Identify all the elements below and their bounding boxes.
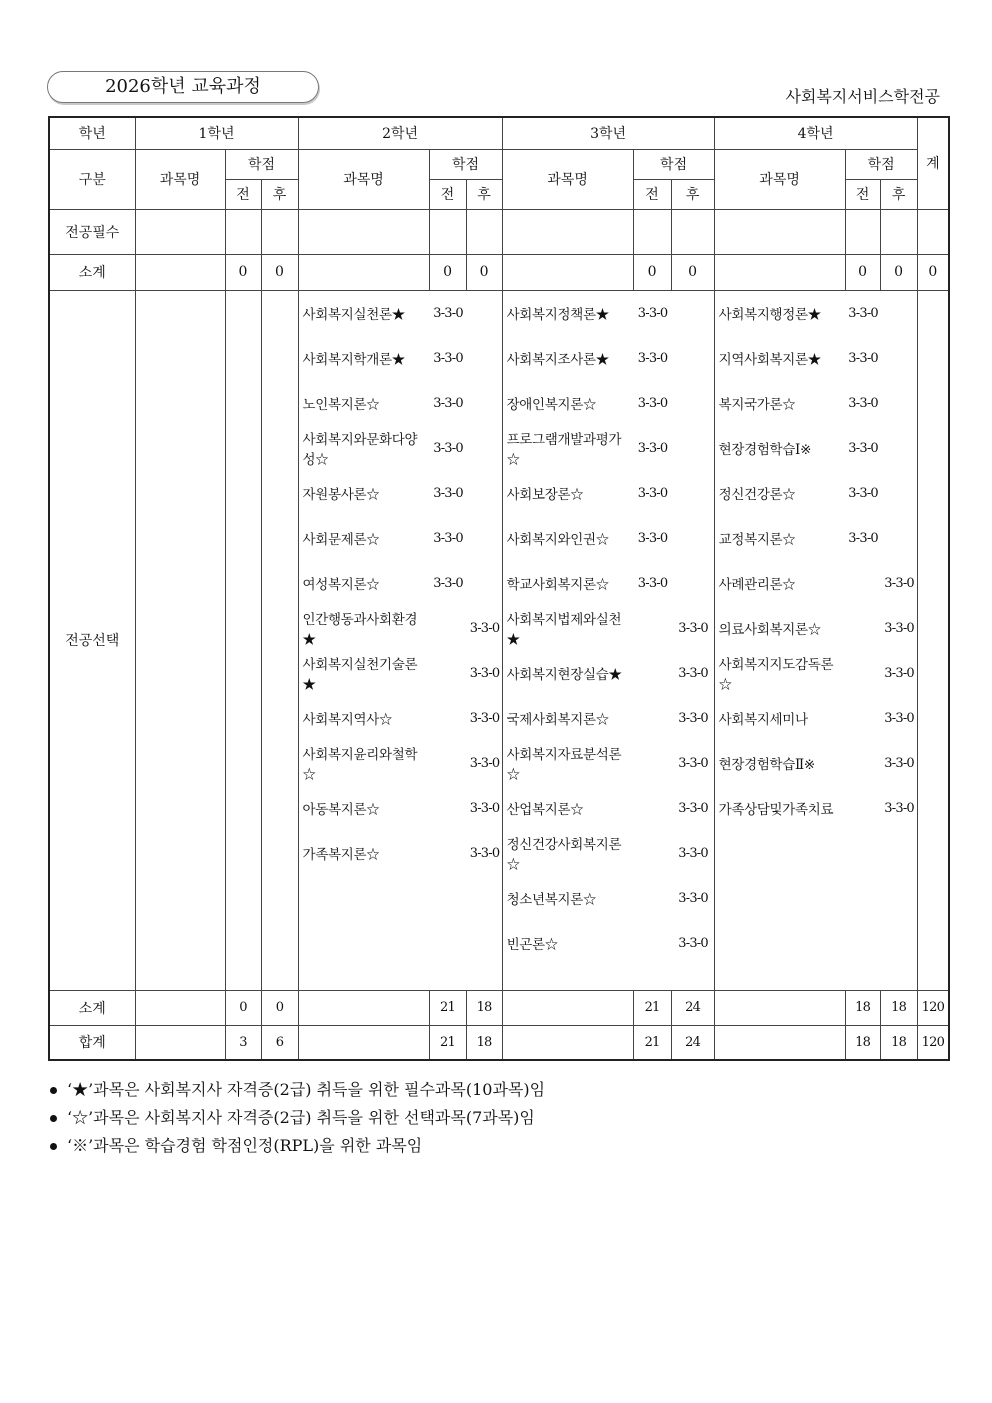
credit-semester-2 <box>881 291 918 336</box>
subtotal-value: 24 <box>671 990 714 1025</box>
course-name: 사회복지와문화다양성☆ <box>302 432 418 468</box>
credit-semester-1 <box>634 741 672 786</box>
credit-semester-1: 3-3-0 <box>637 350 668 366</box>
credit-semester-2 <box>467 381 503 426</box>
course-row <box>503 876 715 921</box>
sub-header-row <box>49 149 949 179</box>
course-row <box>715 741 918 786</box>
credit-semester-1: 3-3-0 <box>433 485 463 501</box>
total-value: 18 <box>845 1025 880 1060</box>
course-row <box>299 516 503 561</box>
course-row <box>503 516 715 561</box>
total-value: 21 <box>633 1025 671 1060</box>
subtotal-value: 120 <box>917 990 949 1025</box>
course-row <box>715 381 918 426</box>
elective-label: 전공선택 <box>49 290 135 990</box>
course-name: 현장경험학습Ⅱ※ <box>718 757 815 773</box>
credit-semester-2: 3-3-0 <box>678 800 708 816</box>
credit-semester-2 <box>467 336 503 381</box>
credit-semester-1: 3-3-0 <box>433 440 463 456</box>
credit-semester-1: 3-3-0 <box>637 395 668 411</box>
credit-semester-1: 3-3-0 <box>433 305 463 321</box>
course-label: 과목명 <box>714 149 845 209</box>
credit-semester-2 <box>467 561 503 606</box>
credit-semester-2: 3-3-0 <box>884 755 914 771</box>
course-name: 사회복지행정론★ <box>718 307 821 323</box>
footnote-elective <box>50 1104 545 1132</box>
credit-semester-1: 3-3-0 <box>433 530 463 546</box>
credit-semester-2 <box>672 471 715 516</box>
credit-semester-1 <box>430 651 467 696</box>
credit-semester-1: 3-3-0 <box>637 305 668 321</box>
subtotal-value: 0 <box>225 254 261 290</box>
course-row <box>715 471 918 516</box>
subtotal-value: 0 <box>633 254 671 290</box>
course-name: 산업복지론☆ <box>506 802 584 818</box>
subtotal-value: 18 <box>845 990 880 1025</box>
subtotal-value: 0 <box>845 254 880 290</box>
course-row <box>299 336 503 381</box>
course-label: 과목명 <box>135 149 225 209</box>
subtotal-value: 21 <box>429 990 466 1025</box>
bullet-icon <box>50 1115 57 1122</box>
course-name: 사회복지학개론★ <box>302 352 405 368</box>
credit-semester-2 <box>881 336 918 381</box>
course-row <box>503 381 715 426</box>
course-name: 장애인복지론☆ <box>506 397 597 413</box>
subtotal-value: 0 <box>261 254 298 290</box>
credit-semester-1 <box>430 741 467 786</box>
credit-semester-1 <box>634 651 672 696</box>
credit-semester-1 <box>846 741 881 786</box>
credit-semester-1: 3-3-0 <box>848 350 878 366</box>
course-name: 학교사회복지론☆ <box>506 577 609 593</box>
department-name: 사회복지서비스학전공 <box>785 87 940 106</box>
semester-2-label: 후 <box>671 179 714 209</box>
course-row <box>715 651 918 696</box>
course-row <box>715 606 918 651</box>
credit-semester-1 <box>634 876 672 921</box>
course-name: 정신건강론☆ <box>718 487 796 503</box>
subtotal-value: 0 <box>261 990 298 1025</box>
course-row <box>503 606 715 651</box>
course-name: 정신건강사회복지론☆ <box>506 837 622 873</box>
semester-1-label: 전 <box>225 179 261 209</box>
course-row <box>299 561 503 606</box>
footnote-rpl <box>50 1132 545 1160</box>
subtotal-value: 0 <box>466 254 502 290</box>
required-label: 전공필수 <box>49 209 135 254</box>
course-row <box>715 561 918 606</box>
year3-header: 3학년 <box>502 117 714 149</box>
course-row <box>503 471 715 516</box>
credit-semester-2: 3-3-0 <box>678 935 708 951</box>
course-name: 사회복지자료분석론☆ <box>506 747 622 783</box>
total-value: 3 <box>225 1025 261 1060</box>
course-name: 사회복지실천기술론★ <box>302 657 418 693</box>
credit-semester-1: 3-3-0 <box>848 395 878 411</box>
credit-semester-2: 3-3-0 <box>469 800 500 816</box>
course-name: 의료사회복지론☆ <box>718 622 821 638</box>
course-name: 가족복지론☆ <box>302 847 380 863</box>
credit-semester-2: 3-3-0 <box>678 755 708 771</box>
credit-semester-1 <box>846 651 881 696</box>
semester-2-label: 후 <box>261 179 298 209</box>
course-row <box>299 471 503 516</box>
course-row <box>715 426 918 471</box>
credit-semester-1 <box>430 696 467 741</box>
course-name: 사회복지현장실습★ <box>506 667 622 683</box>
required-subtotal-row <box>49 254 949 290</box>
course-row <box>503 741 715 786</box>
course-name: 사회복지정책론★ <box>506 307 609 323</box>
course-name: 사회보장론☆ <box>506 487 584 503</box>
footnote-text: ‘※’과목은 학습경험 학점인정(RPL)을 위한 과목임 <box>67 1136 423 1155</box>
credit-semester-1 <box>846 786 881 831</box>
course-name: 사회복지윤리와철학☆ <box>302 747 418 783</box>
course-name: 사회복지와인권☆ <box>506 532 609 548</box>
course-name: 국제사회복지론☆ <box>506 712 609 728</box>
footnote-text: ‘★’과목은 사회복지사 자격증(2급) 취득을 위한 필수과목(10과목)임 <box>67 1080 546 1099</box>
course-row <box>503 336 715 381</box>
course-row <box>299 291 503 336</box>
subtotal-value: 0 <box>225 990 261 1025</box>
elective-block <box>49 290 949 990</box>
credit-semester-1: 3-3-0 <box>637 440 668 456</box>
credit-semester-1 <box>634 606 672 651</box>
credit-semester-2: 3-3-0 <box>678 845 708 861</box>
credit-semester-1 <box>634 696 672 741</box>
credit-semester-1: 3-3-0 <box>637 575 668 591</box>
credit-semester-2: 3-3-0 <box>469 845 500 861</box>
course-row <box>503 921 715 966</box>
credit-semester-2: 3-3-0 <box>884 665 914 681</box>
credit-semester-1 <box>634 831 672 876</box>
credit-semester-1: 3-3-0 <box>637 530 668 546</box>
subtotal-value: 18 <box>466 990 502 1025</box>
credit-semester-2: 3-3-0 <box>678 710 708 726</box>
total-value: 18 <box>880 1025 917 1060</box>
course-row <box>503 426 715 471</box>
course-row <box>299 651 503 696</box>
footnote-text: ‘☆’과목은 사회복지사 자격증(2급) 취득을 위한 선택과목(7과목)임 <box>67 1108 535 1127</box>
year1-header: 1학년 <box>135 117 298 149</box>
course-row <box>299 831 503 876</box>
course-row <box>715 786 918 831</box>
credit-semester-2 <box>467 426 503 471</box>
curriculum-table <box>48 116 950 1061</box>
grade-header-row <box>49 117 949 149</box>
course-row <box>299 741 503 786</box>
subtotal-value: 21 <box>633 990 671 1025</box>
semester-2-label: 후 <box>880 179 917 209</box>
course-row <box>299 696 503 741</box>
credit-semester-1 <box>430 831 467 876</box>
course-row <box>715 291 918 336</box>
year4-course-list <box>715 291 918 831</box>
course-name: 사회복지실천론★ <box>302 307 405 323</box>
credit-label: 학점 <box>225 149 298 179</box>
elective-subtotal-row <box>49 990 949 1025</box>
footnote-required <box>50 1076 545 1104</box>
course-row <box>715 516 918 561</box>
subtotal-value: 0 <box>671 254 714 290</box>
category-label: 구분 <box>49 149 135 209</box>
credit-semester-2: 3-3-0 <box>884 800 914 816</box>
credit-semester-1 <box>634 786 672 831</box>
subtotal-label: 소계 <box>49 990 135 1025</box>
credit-semester-2 <box>672 426 715 471</box>
subtotal-value: 18 <box>880 990 917 1025</box>
credit-semester-2 <box>881 471 918 516</box>
credit-semester-1: 3-3-0 <box>848 440 878 456</box>
credit-semester-2: 3-3-0 <box>678 890 708 906</box>
course-name: 청소년복지론☆ <box>506 892 597 908</box>
credit-semester-1 <box>634 921 672 966</box>
course-name: 아동복지론☆ <box>302 802 380 818</box>
course-row <box>503 291 715 336</box>
course-name: 현장경험학습Ⅰ※ <box>718 442 812 458</box>
credit-semester-2 <box>672 336 715 381</box>
credit-semester-1 <box>846 606 881 651</box>
total-value: 120 <box>917 1025 949 1060</box>
credit-semester-1 <box>430 606 467 651</box>
year4-header: 4학년 <box>714 117 917 149</box>
semester-1-label: 전 <box>429 179 466 209</box>
credit-semester-1 <box>846 561 881 606</box>
credit-semester-2 <box>672 516 715 561</box>
credit-semester-2 <box>881 516 918 561</box>
credit-semester-2: 3-3-0 <box>884 710 914 726</box>
credit-semester-1: 3-3-0 <box>637 485 668 501</box>
course-row <box>503 561 715 606</box>
course-name: 사회복지조사론★ <box>506 352 609 368</box>
course-name: 사회복지역사☆ <box>302 712 393 728</box>
course-row <box>503 831 715 876</box>
course-row <box>299 786 503 831</box>
credit-semester-2: 3-3-0 <box>469 620 500 636</box>
course-label: 과목명 <box>502 149 633 209</box>
footnotes <box>50 1076 545 1160</box>
subtotal-value: 0 <box>917 254 949 290</box>
credit-semester-2 <box>881 426 918 471</box>
credit-semester-1: 3-3-0 <box>433 350 463 366</box>
bullet-icon <box>50 1143 57 1150</box>
course-name: 자원봉사론☆ <box>302 487 380 503</box>
course-name: 인간행동과사회환경★ <box>302 612 418 648</box>
required-row <box>49 209 949 254</box>
course-name: 노인복지론☆ <box>302 397 380 413</box>
credit-semester-2 <box>672 561 715 606</box>
course-row <box>503 786 715 831</box>
total-column-header: 계 <box>917 117 949 209</box>
course-name: 사회복지세미나 <box>718 712 808 728</box>
year2-course-list <box>299 291 503 876</box>
credit-semester-1 <box>846 696 881 741</box>
course-name: 지역사회복지론★ <box>718 352 821 368</box>
credit-semester-2 <box>467 516 503 561</box>
credit-semester-2 <box>672 291 715 336</box>
course-name: 사례관리론☆ <box>718 577 796 593</box>
credit-semester-2 <box>467 291 503 336</box>
credit-semester-2 <box>467 471 503 516</box>
course-row <box>503 696 715 741</box>
course-name: 교정복지론☆ <box>718 532 796 548</box>
curriculum-title: 2026학년 교육과정 <box>47 71 319 103</box>
semester-1-label: 전 <box>633 179 671 209</box>
course-label: 과목명 <box>298 149 429 209</box>
total-value: 6 <box>261 1025 298 1060</box>
course-name: 프로그램개발과평가☆ <box>506 432 622 468</box>
credit-semester-1: 3-3-0 <box>433 395 463 411</box>
course-name: 사회문제론☆ <box>302 532 380 548</box>
semester-2-label: 후 <box>466 179 502 209</box>
credit-semester-1: 3-3-0 <box>848 485 878 501</box>
credit-semester-2: 3-3-0 <box>469 755 500 771</box>
total-label: 합계 <box>49 1025 135 1060</box>
credit-semester-2: 3-3-0 <box>678 620 708 636</box>
credit-semester-1 <box>430 786 467 831</box>
course-name: 사회복지지도감독론☆ <box>718 657 834 693</box>
credit-semester-2: 3-3-0 <box>469 665 500 681</box>
credit-label: 학점 <box>633 149 714 179</box>
grade-label: 학년 <box>49 117 135 149</box>
course-row <box>299 606 503 651</box>
course-name: 여성복지론☆ <box>302 577 380 593</box>
total-value: 24 <box>671 1025 714 1060</box>
year3-course-list <box>503 291 715 966</box>
course-row <box>299 381 503 426</box>
course-name: 복지국가론☆ <box>718 397 796 413</box>
course-name: 빈곤론☆ <box>506 937 558 953</box>
bullet-icon <box>50 1087 57 1094</box>
credit-semester-1: 3-3-0 <box>848 530 878 546</box>
credit-semester-1: 3-3-0 <box>433 575 463 591</box>
credit-semester-1: 3-3-0 <box>848 305 878 321</box>
credit-semester-2 <box>672 381 715 426</box>
subtotal-value: 0 <box>880 254 917 290</box>
credit-label: 학점 <box>845 149 917 179</box>
semester-1-label: 전 <box>845 179 880 209</box>
grand-total-row <box>49 1025 949 1060</box>
course-row <box>715 336 918 381</box>
credit-label: 학점 <box>429 149 502 179</box>
year2-header: 2학년 <box>298 117 502 149</box>
total-value: 21 <box>429 1025 466 1060</box>
course-name: 가족상담및가족치료 <box>718 802 834 818</box>
credit-semester-2: 3-3-0 <box>469 710 500 726</box>
credit-semester-2 <box>881 381 918 426</box>
total-value: 18 <box>466 1025 502 1060</box>
course-row <box>715 696 918 741</box>
credit-semester-2: 3-3-0 <box>884 620 914 636</box>
subtotal-label: 소계 <box>49 254 135 290</box>
course-row <box>503 651 715 696</box>
subtotal-value: 0 <box>429 254 466 290</box>
course-name: 사회복지법제와실천★ <box>506 612 622 648</box>
credit-semester-2: 3-3-0 <box>678 665 708 681</box>
course-row <box>299 426 503 471</box>
credit-semester-2: 3-3-0 <box>884 575 914 591</box>
